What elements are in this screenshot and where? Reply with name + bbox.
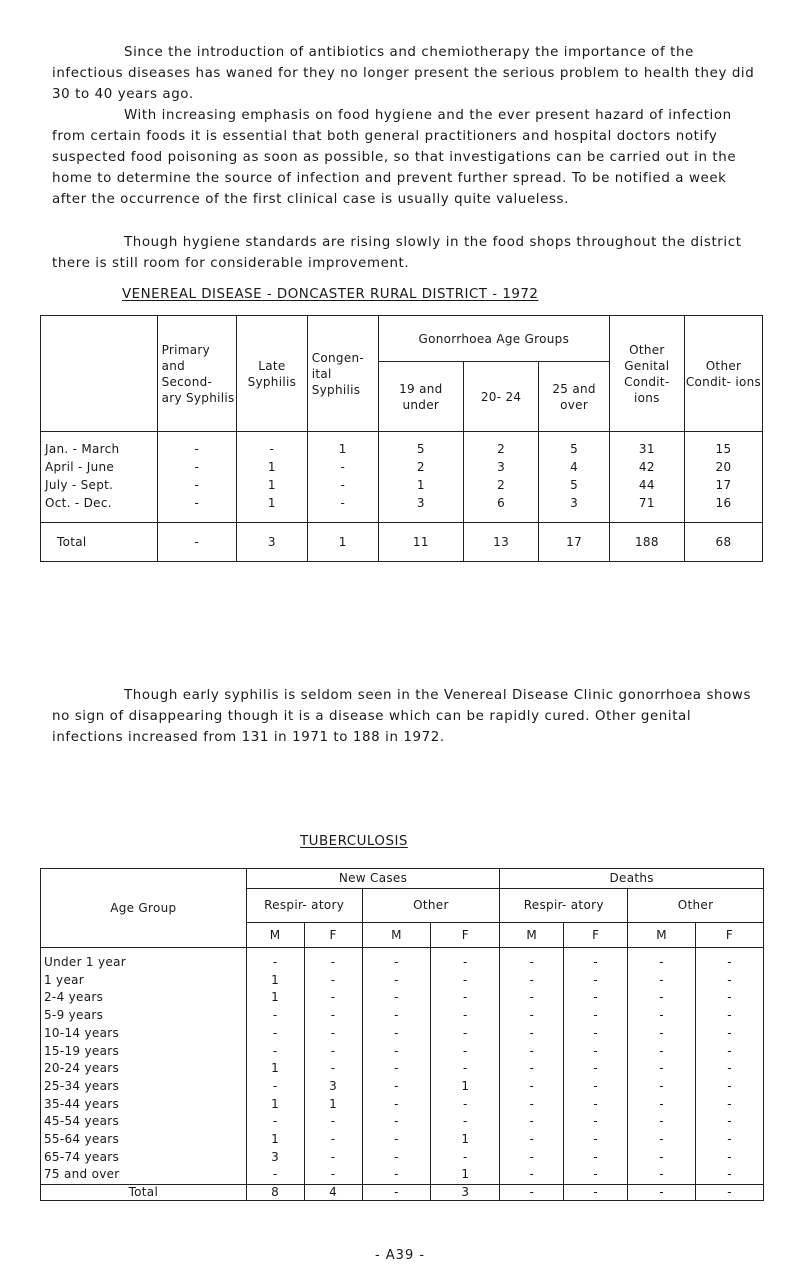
- new-respiratory-header: Respir- atory: [246, 889, 362, 923]
- table-cell: -: [431, 1113, 500, 1131]
- table-cell: -: [362, 1007, 431, 1025]
- age-group-label: 65-74 years: [41, 1149, 247, 1167]
- table-cell: -: [246, 1113, 304, 1131]
- venereal-disease-heading: VENEREAL DISEASE - DONCASTER RURAL DISTRICT - 1972: [122, 287, 539, 302]
- gonorrhoea-19-under-header: 19 and under: [378, 362, 463, 432]
- age-group-header: Age Group: [41, 869, 247, 948]
- table-cell: 1: [304, 1096, 362, 1114]
- f-header: F: [696, 923, 764, 948]
- table-cell: 1: [246, 989, 304, 1007]
- table-cell: -: [628, 1131, 696, 1149]
- m-header: M: [628, 923, 696, 948]
- table-row: [41, 1096, 764, 1114]
- age-group-label: 5-9 years: [41, 1007, 247, 1025]
- table-cell: -: [564, 1060, 628, 1078]
- m-header: M: [362, 923, 431, 948]
- table-cell: -: [696, 1078, 764, 1096]
- table-cell: -: [431, 972, 500, 990]
- table-cell: 1: [431, 1078, 500, 1096]
- table-cell: -: [628, 1043, 696, 1061]
- deaths-other-header: Other: [628, 889, 764, 923]
- paragraph-shop-standards: Though hygiene standards are rising slowly in the food shops throughout the district there is still room for considerable improvement.: [52, 235, 742, 271]
- congenital-syphilis-header: Congen- ital Syphilis: [307, 316, 378, 432]
- m-header: M: [246, 923, 304, 948]
- table-row: April - June - 1 - 2 3 4 42 20: [41, 458, 763, 476]
- table-cell: -: [628, 1078, 696, 1096]
- table-cell: -: [246, 1007, 304, 1025]
- deaths-respiratory-header: Respir- atory: [500, 889, 628, 923]
- age-group-label: 20-24 years: [41, 1060, 247, 1078]
- table-cell: -: [696, 1060, 764, 1078]
- table-row: July - Sept. - 1 - 1 2 5 44 17: [41, 476, 763, 494]
- table-cell: -: [564, 1025, 628, 1043]
- table-cell: 1: [246, 1096, 304, 1114]
- table-cell: 1: [431, 1166, 500, 1184]
- age-group-label: 25-34 years: [41, 1078, 247, 1096]
- new-cases-header: New Cases: [246, 869, 500, 889]
- primary-syphilis-header: Primary and Second- ary Syphilis: [157, 316, 236, 432]
- table-cell: -: [500, 989, 564, 1007]
- table-cell: -: [500, 1096, 564, 1114]
- table-cell: -: [628, 1113, 696, 1131]
- table-cell: -: [696, 989, 764, 1007]
- table-cell: 1: [246, 1131, 304, 1149]
- table-cell: -: [362, 1113, 431, 1131]
- table-cell: 3: [304, 1078, 362, 1096]
- table-cell: -: [362, 1096, 431, 1114]
- table-cell: -: [246, 1078, 304, 1096]
- gonorrhoea-20-24-header: 20- 24: [463, 362, 539, 432]
- table-cell: -: [431, 1007, 500, 1025]
- table-cell: -: [304, 1060, 362, 1078]
- table-cell: -: [564, 972, 628, 990]
- table-row: Jan. - March - - 1 5 2 5 31 15: [41, 432, 763, 459]
- table-cell: -: [362, 1131, 431, 1149]
- table-cell: -: [696, 1025, 764, 1043]
- table-cell: -: [564, 948, 628, 972]
- table-row: [41, 1060, 764, 1078]
- table-cell: -: [696, 1149, 764, 1167]
- f-header: F: [564, 923, 628, 948]
- table-cell: -: [304, 1007, 362, 1025]
- table-cell: 1: [246, 1060, 304, 1078]
- period-header: [41, 316, 158, 432]
- table-cell: -: [500, 1166, 564, 1184]
- deaths-header: Deaths: [500, 869, 764, 889]
- table-cell: -: [500, 948, 564, 972]
- other-genital-header: Other Genital Condit- ions: [609, 316, 684, 432]
- table-cell: -: [362, 1078, 431, 1096]
- table-cell: 3: [246, 1149, 304, 1167]
- table-row: [41, 1166, 764, 1184]
- table-cell: -: [362, 1166, 431, 1184]
- table-cell: -: [304, 1149, 362, 1167]
- table-cell: -: [431, 1043, 500, 1061]
- table-cell: -: [628, 989, 696, 1007]
- other-conditions-header: Other Condit- ions: [684, 316, 762, 432]
- table-cell: -: [628, 1096, 696, 1114]
- table-cell: -: [628, 1025, 696, 1043]
- age-group-label: 2-4 years: [41, 989, 247, 1007]
- f-header: F: [304, 923, 362, 948]
- table-row: [41, 989, 764, 1007]
- gonorrhoea-25-over-header: 25 and over: [539, 362, 609, 432]
- table-row: [41, 1043, 764, 1061]
- table-cell: -: [564, 1149, 628, 1167]
- table-cell: -: [696, 1166, 764, 1184]
- table-cell: -: [362, 1043, 431, 1061]
- table-cell: -: [304, 1166, 362, 1184]
- table-cell: 1: [246, 972, 304, 990]
- total-row: Total 8 4 - 3 - - - -: [41, 1185, 764, 1201]
- table-cell: -: [362, 972, 431, 990]
- table-cell: -: [500, 1131, 564, 1149]
- table-cell: -: [304, 972, 362, 990]
- table-row: [41, 1078, 764, 1096]
- table-cell: -: [246, 1043, 304, 1061]
- table-cell: -: [696, 1096, 764, 1114]
- table-cell: -: [362, 1149, 431, 1167]
- new-other-header: Other: [362, 889, 500, 923]
- table-cell: -: [304, 989, 362, 1007]
- table-cell: -: [431, 1025, 500, 1043]
- table-cell: 1: [431, 1131, 500, 1149]
- table-cell: -: [500, 1043, 564, 1061]
- table-row: [41, 1149, 764, 1167]
- table-cell: -: [304, 1113, 362, 1131]
- f-header: F: [431, 923, 500, 948]
- tuberculosis-table: [40, 868, 764, 1201]
- table-cell: -: [304, 948, 362, 972]
- age-group-label: 35-44 years: [41, 1096, 247, 1114]
- table-cell: -: [500, 972, 564, 990]
- table-row: [41, 948, 764, 972]
- table-cell: -: [304, 1043, 362, 1061]
- table-cell: -: [628, 1060, 696, 1078]
- age-group-label: 15-19 years: [41, 1043, 247, 1061]
- table-cell: -: [696, 948, 764, 972]
- table-cell: -: [500, 1113, 564, 1131]
- table-cell: -: [362, 1025, 431, 1043]
- table-cell: -: [696, 1131, 764, 1149]
- table-cell: -: [500, 1149, 564, 1167]
- table-cell: -: [431, 989, 500, 1007]
- table-cell: -: [564, 1131, 628, 1149]
- table-cell: -: [431, 948, 500, 972]
- table-cell: -: [304, 1025, 362, 1043]
- tuberculosis-heading: TUBERCULOSIS: [300, 834, 408, 849]
- table-cell: -: [246, 948, 304, 972]
- table-cell: -: [431, 1060, 500, 1078]
- gonorrhoea-header: Gonorrhoea Age Groups: [378, 316, 609, 362]
- total-row: Total - 3 1 11 13 17 188 68: [41, 523, 763, 562]
- table-cell: -: [362, 948, 431, 972]
- table-cell: -: [564, 1078, 628, 1096]
- table-cell: -: [431, 1096, 500, 1114]
- table-row: [41, 1113, 764, 1131]
- table-row: [41, 1007, 764, 1025]
- table-cell: -: [564, 1043, 628, 1061]
- table-cell: -: [696, 1007, 764, 1025]
- paragraph-antibiotics: Since the introduction of antibiotics and chemiotherapy the importance of the infectious diseases has waned for they no longer present the serious problem to health they did 30 to 40 years ago.: [52, 45, 755, 102]
- table-cell: -: [628, 1166, 696, 1184]
- table-row: Oct. - Dec. - 1 - 3 6 3 71 16: [41, 494, 763, 523]
- age-group-label: 10-14 years: [41, 1025, 247, 1043]
- table-cell: -: [564, 1007, 628, 1025]
- table-cell: -: [500, 1078, 564, 1096]
- table-cell: -: [500, 1025, 564, 1043]
- table-cell: -: [500, 1060, 564, 1078]
- table-row: [41, 1131, 764, 1149]
- table-cell: -: [696, 1113, 764, 1131]
- table-cell: -: [696, 972, 764, 990]
- late-syphilis-header: Late Syphilis: [237, 316, 308, 432]
- table-cell: -: [564, 1166, 628, 1184]
- table-cell: -: [246, 1166, 304, 1184]
- table-cell: -: [431, 1149, 500, 1167]
- table-cell: -: [362, 989, 431, 1007]
- age-group-label: 45-54 years: [41, 1113, 247, 1131]
- age-group-label: 75 and over: [41, 1166, 247, 1184]
- table-row: [41, 972, 764, 990]
- age-group-label: Under 1 year: [41, 948, 247, 972]
- table-cell: -: [362, 1060, 431, 1078]
- table-cell: -: [500, 1007, 564, 1025]
- table-cell: -: [628, 1007, 696, 1025]
- m-header: M: [500, 923, 564, 948]
- table-cell: -: [564, 1113, 628, 1131]
- table-cell: -: [304, 1131, 362, 1149]
- paragraph-syphilis-gonorrhoea: Though early syphilis is seldom seen in the Venereal Disease Clinic gonorrhoea shows no sign of disappearing though it is a disease which can be rapidly cured. Other genital infections increased from 131 in 1971 to 188 in 1972.: [52, 688, 752, 745]
- paragraph-food-hygiene: With increasing emphasis on food hygiene and the ever present hazard of infection from certain foods it is essential that both general practitioners and hospital doctors notify suspected food poisoning as soon as possible, so that investigations can be carried out in the home to determine the source of infection and prevent further spread. To be notified a week after the occurrence of the first clinical case is usually quite valueless.: [52, 108, 737, 207]
- table-row: [41, 1025, 764, 1043]
- table-cell: -: [628, 948, 696, 972]
- table-cell: -: [696, 1043, 764, 1061]
- table-cell: -: [564, 989, 628, 1007]
- table-cell: -: [628, 972, 696, 990]
- age-group-label: 55-64 years: [41, 1131, 247, 1149]
- table-cell: -: [246, 1025, 304, 1043]
- table-cell: -: [628, 1149, 696, 1167]
- table-cell: -: [564, 1096, 628, 1114]
- age-group-label: 1 year: [41, 972, 247, 990]
- page-number: - A39 -: [374, 1248, 426, 1263]
- venereal-disease-table: [40, 315, 763, 562]
